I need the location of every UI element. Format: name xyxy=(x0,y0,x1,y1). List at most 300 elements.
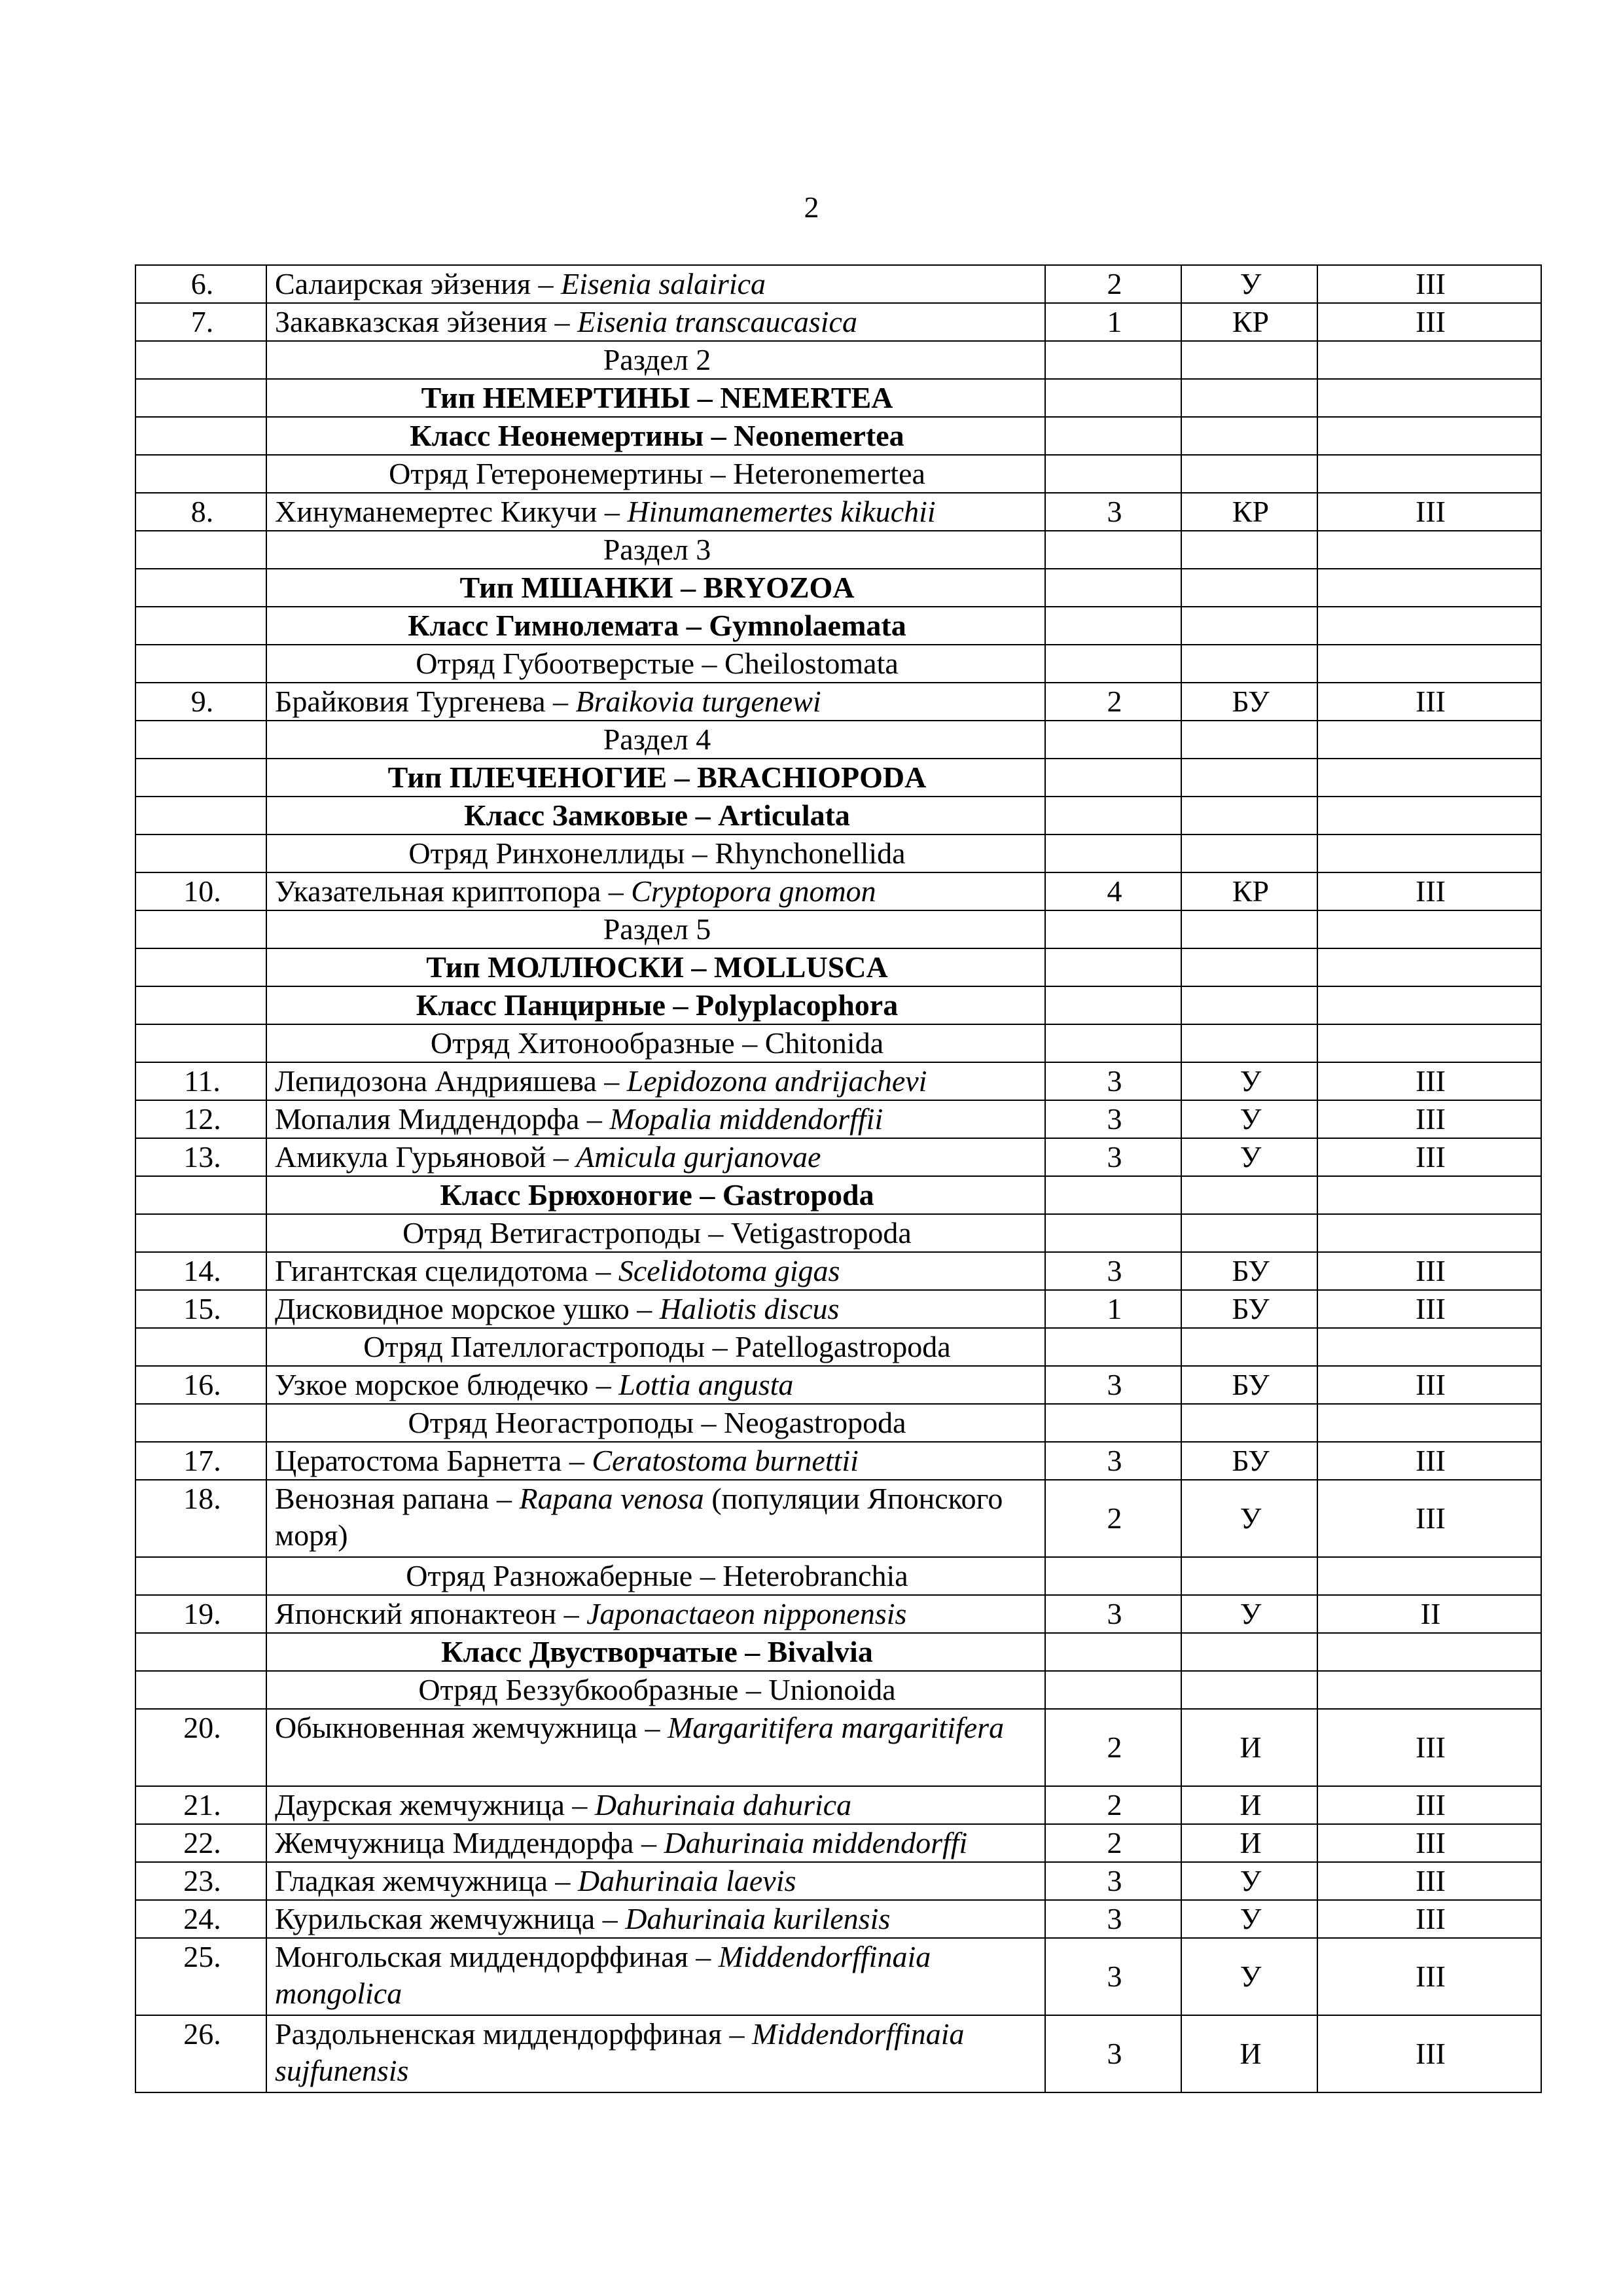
species-row xyxy=(135,1900,1541,1938)
category-cell xyxy=(1045,531,1181,569)
rarity-category: 3 xyxy=(1045,1595,1181,1633)
category-cell xyxy=(1045,1024,1181,1062)
species-note: (популяции Японского моря) xyxy=(275,1482,1003,1552)
number-cell xyxy=(135,1557,266,1595)
status-category: И xyxy=(1181,1786,1317,1824)
priority-cell xyxy=(1317,607,1541,645)
species-row xyxy=(135,1290,1541,1328)
status-category: У xyxy=(1181,1900,1317,1938)
category-cell xyxy=(1045,455,1181,493)
species-latin-name: Cryptopora gnomon xyxy=(631,874,876,908)
taxon-heading: Отряд Ринхонеллиды – Rhynchonellida xyxy=(266,834,1045,872)
rarity-category: 4 xyxy=(1045,872,1181,910)
species-number: 17. xyxy=(135,1442,266,1480)
status-category: У xyxy=(1181,1480,1317,1557)
priority-cell xyxy=(1317,379,1541,417)
number-cell xyxy=(135,607,266,645)
category-cell xyxy=(1045,797,1181,834)
taxon-heading: Раздел 3 xyxy=(266,531,1045,569)
status-category: КР xyxy=(1181,493,1317,531)
species-russian-name: Закавказская эйзения xyxy=(275,305,547,338)
priority-cell xyxy=(1317,797,1541,834)
status-category: У xyxy=(1181,1862,1317,1900)
species-name-cell: Дисковидное морское ушко – Haliotis discus xyxy=(266,1290,1045,1328)
species-row xyxy=(135,1862,1541,1900)
status-cell xyxy=(1181,759,1317,797)
species-number: 12. xyxy=(135,1100,266,1138)
rarity-category: 3 xyxy=(1045,1862,1181,1900)
number-cell xyxy=(135,1671,266,1709)
taxon-heading: Класс Неонемертины – Neonemertea xyxy=(266,417,1045,455)
priority-category: III xyxy=(1317,1062,1541,1100)
category-cell xyxy=(1045,607,1181,645)
status-category: У xyxy=(1181,1595,1317,1633)
species-number: 15. xyxy=(135,1290,266,1328)
species-name-cell: Мопалия Миддендорфа – Mopalia middendorffii xyxy=(266,1100,1045,1138)
status-cell xyxy=(1181,417,1317,455)
priority-cell xyxy=(1317,1328,1541,1366)
status-cell xyxy=(1181,1024,1317,1062)
species-name-cell: Амикула Гурьяновой – Amicula gurjanovae xyxy=(266,1138,1045,1176)
species-latin-name: Middendorffinaia sujfunensis xyxy=(275,2017,965,2087)
species-name-cell: Гигантская сцелидотома – Scelidotoma gigas xyxy=(266,1252,1045,1290)
category-cell xyxy=(1045,910,1181,948)
status-cell xyxy=(1181,1328,1317,1366)
taxon-heading: Отряд Пателлогастроподы – Patellogastropoda xyxy=(266,1328,1045,1366)
species-russian-name: Венозная рапана xyxy=(275,1482,490,1515)
species-row xyxy=(135,1595,1541,1633)
priority-category: III xyxy=(1317,2015,1541,2092)
heading-row xyxy=(135,759,1541,797)
species-number: 13. xyxy=(135,1138,266,1176)
status-cell xyxy=(1181,986,1317,1024)
species-row xyxy=(135,303,1541,341)
priority-category: III xyxy=(1317,1366,1541,1404)
species-name-cell: Узкое морское блюдечко – Lottia angusta xyxy=(266,1366,1045,1404)
species-russian-name: Цератостома Барнетта xyxy=(275,1444,562,1477)
status-category: БУ xyxy=(1181,1290,1317,1328)
species-number: 6. xyxy=(135,265,266,303)
species-name-cell: Японский японактеон – Japonactaeon nipponensis xyxy=(266,1595,1045,1633)
status-cell xyxy=(1181,797,1317,834)
species-russian-name: Лепидозона Андрияшева xyxy=(275,1064,597,1098)
rarity-category: 3 xyxy=(1045,2015,1181,2092)
species-name-cell: Закавказская эйзения – Eisenia transcaucasica xyxy=(266,303,1045,341)
rarity-category: 1 xyxy=(1045,303,1181,341)
priority-category: III xyxy=(1317,1138,1541,1176)
category-cell xyxy=(1045,1214,1181,1252)
heading-row xyxy=(135,417,1541,455)
priority-cell xyxy=(1317,834,1541,872)
taxon-heading: Класс Брюхоногие – Gastropoda xyxy=(266,1176,1045,1214)
species-latin-name: Middendorffinaia mongolica xyxy=(275,1940,931,2010)
species-name-cell: Салаирская эйзения – Eisenia salairica xyxy=(266,265,1045,303)
category-cell xyxy=(1045,948,1181,986)
status-category: И xyxy=(1181,2015,1317,2092)
number-cell xyxy=(135,645,266,683)
heading-row xyxy=(135,948,1541,986)
species-number: 20. xyxy=(135,1709,266,1786)
taxon-heading: Класс Двустворчатые – Bivalvia xyxy=(266,1633,1045,1671)
species-russian-name: Амикула Гурьяновой xyxy=(275,1140,546,1174)
status-category: КР xyxy=(1181,303,1317,341)
priority-cell xyxy=(1317,531,1541,569)
rarity-category: 2 xyxy=(1045,1480,1181,1557)
taxon-heading: Раздел 2 xyxy=(266,341,1045,379)
priority-category: III xyxy=(1317,303,1541,341)
priority-category: III xyxy=(1317,493,1541,531)
priority-cell xyxy=(1317,645,1541,683)
status-category: БУ xyxy=(1181,1252,1317,1290)
number-cell xyxy=(135,1328,266,1366)
priority-category: III xyxy=(1317,1290,1541,1328)
status-cell xyxy=(1181,531,1317,569)
species-row xyxy=(135,872,1541,910)
status-cell xyxy=(1181,834,1317,872)
heading-row xyxy=(135,1024,1541,1062)
species-number: 19. xyxy=(135,1595,266,1633)
species-latin-name: Lepidozona andrijachevi xyxy=(626,1064,927,1098)
number-cell xyxy=(135,1214,266,1252)
taxon-heading: Отряд Разножаберные – Heterobranchia xyxy=(266,1557,1045,1595)
species-russian-name: Указательная криптопора xyxy=(275,874,601,908)
species-latin-name: Scelidotoma gigas xyxy=(618,1254,840,1287)
heading-row xyxy=(135,455,1541,493)
category-cell xyxy=(1045,569,1181,607)
priority-cell xyxy=(1317,948,1541,986)
category-cell xyxy=(1045,986,1181,1024)
number-cell xyxy=(135,1176,266,1214)
priority-cell xyxy=(1317,1214,1541,1252)
species-russian-name: Брайковия Тургенева xyxy=(275,685,546,718)
priority-category: III xyxy=(1317,1938,1541,2015)
species-latin-name: Amicula gurjanovae xyxy=(576,1140,821,1174)
number-cell xyxy=(135,948,266,986)
species-russian-name: Гладкая жемчужница xyxy=(275,1864,548,1897)
priority-category: III xyxy=(1317,265,1541,303)
species-number: 8. xyxy=(135,493,266,531)
priority-category: III xyxy=(1317,1786,1541,1824)
status-cell xyxy=(1181,910,1317,948)
heading-row xyxy=(135,721,1541,759)
species-row xyxy=(135,1709,1541,1786)
status-cell xyxy=(1181,1633,1317,1671)
species-name-cell: Обыкновенная жемчужница – Margaritifera margaritifera xyxy=(266,1709,1045,1786)
taxon-heading: Тип МОЛЛЮСКИ – MOLLUSCA xyxy=(266,948,1045,986)
priority-category: III xyxy=(1317,1252,1541,1290)
taxon-heading: Класс Гимнолемата – Gymnolaemata xyxy=(266,607,1045,645)
species-number: 22. xyxy=(135,1824,266,1862)
taxon-heading: Отряд Хитонообразные – Chitonida xyxy=(266,1024,1045,1062)
status-category: КР xyxy=(1181,872,1317,910)
category-cell xyxy=(1045,1671,1181,1709)
species-russian-name: Курильская жемчужница xyxy=(275,1902,596,1935)
status-cell xyxy=(1181,1176,1317,1214)
species-russian-name: Жемчужница Миддендорфа xyxy=(275,1826,634,1859)
category-cell xyxy=(1045,645,1181,683)
status-cell xyxy=(1181,569,1317,607)
number-cell xyxy=(135,721,266,759)
number-cell xyxy=(135,341,266,379)
species-number: 24. xyxy=(135,1900,266,1938)
species-latin-name: Haliotis discus xyxy=(659,1292,840,1325)
species-row xyxy=(135,1252,1541,1290)
species-russian-name: Мопалия Миддендорфа xyxy=(275,1102,580,1136)
species-name-cell: Указательная криптопора – Cryptopora gnomon xyxy=(266,872,1045,910)
species-name-cell: Хинуманемертес Кикучи – Hinumanemertes kikuchii xyxy=(266,493,1045,531)
number-cell xyxy=(135,1404,266,1442)
number-cell xyxy=(135,455,266,493)
species-russian-name: Салаирская эйзения xyxy=(275,267,531,300)
priority-cell xyxy=(1317,1404,1541,1442)
species-row xyxy=(135,1824,1541,1862)
species-latin-name: Hinumanemertes kikuchii xyxy=(627,495,936,528)
number-cell xyxy=(135,417,266,455)
rarity-category: 3 xyxy=(1045,1366,1181,1404)
species-latin-name: Eisenia transcaucasica xyxy=(577,305,857,338)
species-registry-table xyxy=(135,264,1542,2093)
heading-row xyxy=(135,1214,1541,1252)
priority-cell xyxy=(1317,1024,1541,1062)
heading-row xyxy=(135,1404,1541,1442)
species-russian-name: Обыкновенная жемчужница xyxy=(275,1711,637,1744)
rarity-category: 2 xyxy=(1045,265,1181,303)
species-row xyxy=(135,1062,1541,1100)
status-cell xyxy=(1181,721,1317,759)
taxon-heading: Отряд Гетеронемертины – Heteronemertea xyxy=(266,455,1045,493)
species-latin-name: Dahurinaia middendorffi xyxy=(664,1826,968,1859)
species-number: 10. xyxy=(135,872,266,910)
species-number: 9. xyxy=(135,683,266,721)
taxon-heading: Тип МШАНКИ – BRYOZOA xyxy=(266,569,1045,607)
category-cell xyxy=(1045,1176,1181,1214)
heading-row xyxy=(135,1633,1541,1671)
heading-row xyxy=(135,986,1541,1024)
status-category: И xyxy=(1181,1709,1317,1786)
category-cell xyxy=(1045,379,1181,417)
species-number: 7. xyxy=(135,303,266,341)
heading-row xyxy=(135,910,1541,948)
species-russian-name: Узкое морское блюдечко xyxy=(275,1368,589,1401)
status-cell xyxy=(1181,1671,1317,1709)
category-cell xyxy=(1045,341,1181,379)
priority-category: III xyxy=(1317,1480,1541,1557)
priority-cell xyxy=(1317,417,1541,455)
status-category: У xyxy=(1181,1062,1317,1100)
species-russian-name: Даурская жемчужница xyxy=(275,1788,565,1821)
taxon-heading: Раздел 4 xyxy=(266,721,1045,759)
species-row xyxy=(135,1366,1541,1404)
heading-row xyxy=(135,797,1541,834)
species-row xyxy=(135,2015,1541,2092)
species-name-cell: Цератостома Барнетта – Ceratostoma burnettii xyxy=(266,1442,1045,1480)
number-cell xyxy=(135,797,266,834)
species-latin-name: Mopalia middendorffii xyxy=(609,1102,883,1136)
rarity-category: 2 xyxy=(1045,683,1181,721)
species-number: 23. xyxy=(135,1862,266,1900)
priority-cell xyxy=(1317,569,1541,607)
priority-cell xyxy=(1317,910,1541,948)
status-cell xyxy=(1181,948,1317,986)
rarity-category: 3 xyxy=(1045,1062,1181,1100)
heading-row xyxy=(135,1328,1541,1366)
species-russian-name: Гигантская сцелидотома xyxy=(275,1254,588,1287)
priority-cell xyxy=(1317,721,1541,759)
number-cell xyxy=(135,531,266,569)
rarity-category: 3 xyxy=(1045,1938,1181,2015)
species-name-cell: Венозная рапана – Rapana venosa (популяции Японского моря) xyxy=(266,1480,1045,1557)
species-row xyxy=(135,1100,1541,1138)
status-category: БУ xyxy=(1181,1442,1317,1480)
priority-cell xyxy=(1317,1633,1541,1671)
priority-cell xyxy=(1317,986,1541,1024)
heading-row xyxy=(135,834,1541,872)
registry-body xyxy=(135,265,1541,2092)
species-number: 25. xyxy=(135,1938,266,2015)
species-number: 14. xyxy=(135,1252,266,1290)
status-category: У xyxy=(1181,1100,1317,1138)
rarity-category: 2 xyxy=(1045,1709,1181,1786)
species-name-cell: Раздольненская миддендорффиная – Middendorffinaia sujfunensis xyxy=(266,2015,1045,2092)
species-row xyxy=(135,1786,1541,1824)
species-name-cell: Монгольская миддендорффиная – Middendorffinaia mongolica xyxy=(266,1938,1045,2015)
heading-row xyxy=(135,1671,1541,1709)
taxon-heading: Тип НЕМЕРТИНЫ – NEMERTEA xyxy=(266,379,1045,417)
status-category: У xyxy=(1181,1938,1317,2015)
species-name-cell: Курильская жемчужница – Dahurinaia kurilensis xyxy=(266,1900,1045,1938)
status-cell xyxy=(1181,379,1317,417)
species-latin-name: Braikovia turgenewi xyxy=(575,685,821,718)
priority-category: III xyxy=(1317,683,1541,721)
species-latin-name: Margaritifera margaritifera xyxy=(667,1711,1005,1744)
category-cell xyxy=(1045,1404,1181,1442)
status-category: БУ xyxy=(1181,1366,1317,1404)
heading-row xyxy=(135,341,1541,379)
number-cell xyxy=(135,569,266,607)
taxon-heading: Отряд Неогастроподы – Neogastropoda xyxy=(266,1404,1045,1442)
taxon-heading: Класс Замковые – Articulata xyxy=(266,797,1045,834)
page-number: 2 xyxy=(804,190,819,224)
species-number: 11. xyxy=(135,1062,266,1100)
heading-row xyxy=(135,531,1541,569)
number-cell xyxy=(135,1633,266,1671)
rarity-category: 3 xyxy=(1045,1442,1181,1480)
heading-row xyxy=(135,379,1541,417)
species-russian-name: Раздольненская миддендорффиная xyxy=(275,2017,722,2051)
number-cell xyxy=(135,910,266,948)
rarity-category: 2 xyxy=(1045,1824,1181,1862)
category-cell xyxy=(1045,834,1181,872)
taxon-heading: Класс Панцирные – Polyplacophora xyxy=(266,986,1045,1024)
species-latin-name: Dahurinaia laevis xyxy=(577,1864,796,1897)
rarity-category: 2 xyxy=(1045,1786,1181,1824)
taxon-heading: Отряд Губоотверстые – Cheilostomata xyxy=(266,645,1045,683)
priority-category: III xyxy=(1317,872,1541,910)
species-latin-name: Eisenia salairica xyxy=(560,267,766,300)
heading-row xyxy=(135,569,1541,607)
status-cell xyxy=(1181,455,1317,493)
species-row xyxy=(135,1138,1541,1176)
species-latin-name: Dahurinaia kurilensis xyxy=(625,1902,891,1935)
number-cell xyxy=(135,379,266,417)
status-cell xyxy=(1181,1214,1317,1252)
species-latin-name: Japonactaeon nipponensis xyxy=(586,1597,907,1630)
status-cell xyxy=(1181,607,1317,645)
priority-cell xyxy=(1317,1671,1541,1709)
taxon-heading: Тип ПЛЕЧЕНОГИЕ – BRACHIOPODA xyxy=(266,759,1045,797)
species-russian-name: Дисковидное морское ушко xyxy=(275,1292,630,1325)
number-cell xyxy=(135,834,266,872)
status-category: БУ xyxy=(1181,683,1317,721)
species-russian-name: Хинуманемертес Кикучи xyxy=(275,495,597,528)
category-cell xyxy=(1045,417,1181,455)
species-russian-name: Японский японактеон xyxy=(275,1597,557,1630)
priority-category: III xyxy=(1317,1862,1541,1900)
species-row xyxy=(135,1938,1541,2015)
species-number: 26. xyxy=(135,2015,266,2092)
priority-cell xyxy=(1317,759,1541,797)
category-cell xyxy=(1045,1328,1181,1366)
rarity-category: 3 xyxy=(1045,1138,1181,1176)
priority-category: III xyxy=(1317,1442,1541,1480)
species-latin-name: Lottia angusta xyxy=(618,1368,794,1401)
priority-cell xyxy=(1317,341,1541,379)
category-cell xyxy=(1045,759,1181,797)
status-cell xyxy=(1181,341,1317,379)
priority-category: III xyxy=(1317,1100,1541,1138)
priority-category: III xyxy=(1317,1709,1541,1786)
species-number: 21. xyxy=(135,1786,266,1824)
taxon-heading: Отряд Беззубкообразные – Unionoida xyxy=(266,1671,1045,1709)
species-number: 16. xyxy=(135,1366,266,1404)
species-row xyxy=(135,1442,1541,1480)
status-cell xyxy=(1181,1557,1317,1595)
heading-row xyxy=(135,645,1541,683)
number-cell xyxy=(135,1024,266,1062)
species-name-cell: Даурская жемчужница – Dahurinaia dahurica xyxy=(266,1786,1045,1824)
species-row xyxy=(135,493,1541,531)
status-cell xyxy=(1181,1404,1317,1442)
heading-row xyxy=(135,607,1541,645)
taxon-heading: Раздел 5 xyxy=(266,910,1045,948)
rarity-category: 3 xyxy=(1045,1252,1181,1290)
priority-category: III xyxy=(1317,1900,1541,1938)
rarity-category: 1 xyxy=(1045,1290,1181,1328)
rarity-category: 3 xyxy=(1045,493,1181,531)
priority-cell xyxy=(1317,455,1541,493)
species-name-cell: Гладкая жемчужница – Dahurinaia laevis xyxy=(266,1862,1045,1900)
status-cell xyxy=(1181,645,1317,683)
species-number: 18. xyxy=(135,1480,266,1557)
status-category: У xyxy=(1181,265,1317,303)
status-category: У xyxy=(1181,1138,1317,1176)
species-row xyxy=(135,265,1541,303)
species-name-cell: Брайковия Тургенева – Braikovia turgenewi xyxy=(266,683,1045,721)
species-latin-name: Ceratostoma burnettii xyxy=(592,1444,859,1477)
priority-category: III xyxy=(1317,1824,1541,1862)
species-russian-name: Монгольская миддендорффиная xyxy=(275,1940,688,1973)
category-cell xyxy=(1045,1557,1181,1595)
rarity-category: 3 xyxy=(1045,1900,1181,1938)
priority-cell xyxy=(1317,1557,1541,1595)
species-name-cell: Жемчужница Миддендорфа – Dahurinaia middendorffi xyxy=(266,1824,1045,1862)
category-cell xyxy=(1045,721,1181,759)
number-cell xyxy=(135,986,266,1024)
heading-row xyxy=(135,1176,1541,1214)
species-latin-name: Dahurinaia dahurica xyxy=(594,1788,852,1821)
status-category: И xyxy=(1181,1824,1317,1862)
taxon-heading: Отряд Ветигастроподы – Vetigastropoda xyxy=(266,1214,1045,1252)
